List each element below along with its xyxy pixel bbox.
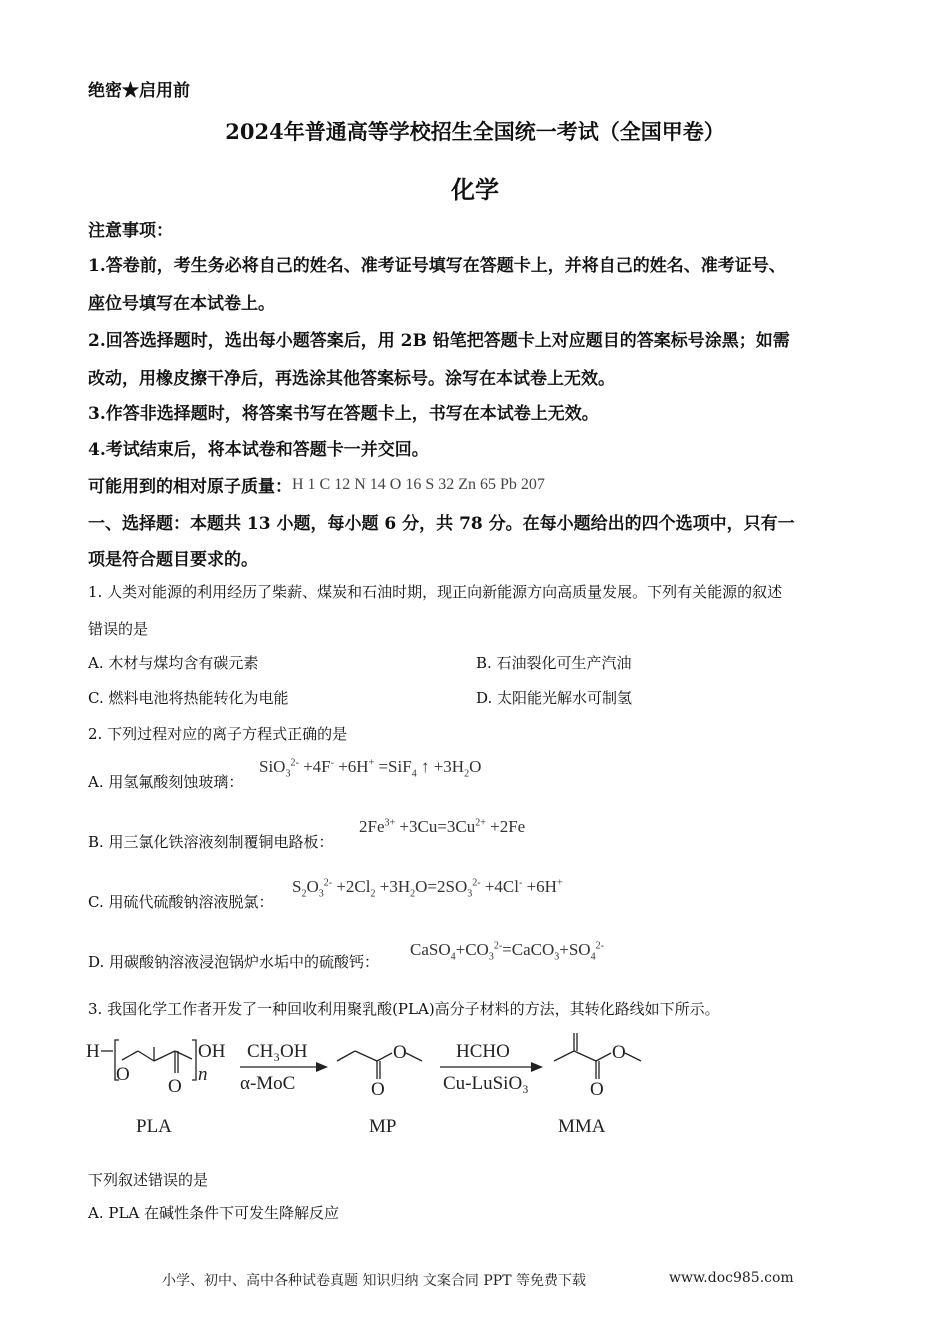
q1-option-b: B. 石油裂化可生产汽油: [476, 654, 632, 672]
q2-option-b-label: B. 用三氯化铁溶液刻制覆铜电路板：: [88, 833, 334, 851]
q1-stem-line-1: 1. 人类对能源的利用经历了柴薪、煤炭和石油时期，现正向新能源方向高质量发展。下列有关能源的叙述: [88, 583, 783, 601]
note-1-line-2: 座位号填写在本试卷上。: [88, 294, 275, 314]
notes-heading: 注意事项：: [88, 221, 173, 241]
note-2-line-1: 2.回答选择题时，选出每小题答案后，用 2B 铅笔把答题卡上对应题目的答案标号涂黑；如需: [88, 331, 790, 351]
q2-option-c-label: C. 用硫代硫酸钠溶液脱氯：: [88, 893, 274, 911]
subject-title: 化学: [451, 175, 499, 204]
label-mp: MP: [369, 1116, 397, 1137]
reagent-1-bottom: α-MoC: [240, 1073, 296, 1094]
q2-option-a-equation: SiO$_3^{2-}$ +4F- +6H+ =SiF$_4$ ↑ $+3H_2O$: [259, 757, 482, 780]
q1-stem-line-2: 错误的是: [88, 620, 149, 638]
q2-option-b-equation: $2Fe^{3+} +3Cu=3Cu^{2+} +2Fe$: [359, 817, 526, 836]
q2-option-d-label: D. 用碳酸钠溶液浸泡锅炉水垢中的硫酸钙：: [88, 953, 380, 971]
footer-url[interactable]: www.doc985.com: [669, 1270, 794, 1286]
q1-option-a: A. 木材与煤均含有碳元素: [88, 654, 259, 672]
q3-stem: 3. 我国化学工作者开发了一种回收利用聚乳酸(PLA)高分子材料的方法，其转化路线如下所示。: [88, 1000, 720, 1018]
pla-oh-group: OH: [198, 1041, 226, 1062]
reagent-2-bottom: Cu-LuSiO₃: [443, 1073, 529, 1094]
mma-ester-oxygen: O: [612, 1042, 626, 1063]
q1-option-d: D. 太阳能光解水可制氢: [476, 689, 633, 707]
mma-carbonyl-oxygen: O: [590, 1079, 604, 1100]
label-pla: PLA: [136, 1116, 172, 1137]
note-2-line-2: 改动，用橡皮擦干净后，再选涂其他答案标号。涂写在本试卷上无效。: [88, 369, 615, 389]
note-4: 4.考试结束后，将本试卷和答题卡一并交回。: [88, 440, 429, 460]
q3-option-a: A. PLA 在碱性条件下可发生降解反应: [88, 1204, 340, 1222]
pla-subscript-n: n: [198, 1064, 208, 1085]
reagent-2-top: HCHO: [456, 1041, 510, 1062]
q2-option-d-equation: $CaSO_4+CO_3^{2-}=CaCO_3+SO_4^{2-}$: [410, 940, 604, 963]
atomic-mass-values: H 1 C 12 N 14 O 16 S 32 Zn 65 Pb 207: [292, 476, 545, 493]
q2-option-c-equation: $S_2O_3^{2-} +2Cl_2 +3H_2O=2SO_3^{2-} +4Cl^- +6H^+$: [292, 877, 563, 900]
reagent-1-top: CH₃OH: [247, 1041, 308, 1062]
section-1-line-1: 一、选择题：本题共 13 小题，每小题 6 分，共 78 分。在每小题给出的四个选项中，只有一: [88, 514, 795, 534]
section-1-line-2: 项是符合题目要求的。: [88, 550, 258, 570]
mp-carbonyl-oxygen: O: [371, 1079, 385, 1100]
pla-ring-oxygen: O: [116, 1064, 130, 1085]
label-mma: MMA: [558, 1116, 606, 1137]
secret-label: 绝密★启用前: [88, 81, 190, 101]
pla-carbonyl-oxygen: O: [168, 1076, 182, 1097]
q2-option-a-label: A. 用氢氟酸刻蚀玻璃：: [88, 773, 244, 791]
mp-ester-oxygen: O: [393, 1042, 407, 1063]
exam-title: 2024年普通高等学校招生全国统一考试（全国甲卷）: [225, 119, 725, 144]
q1-option-c: C. 燃料电池将热能转化为电能: [88, 689, 289, 707]
footer-text: 小学、初中、高中各种试卷真题 知识归纳 文案合同 PPT 等免费下载: [162, 1273, 586, 1289]
note-1-line-1: 1.答卷前，考生务必将自己的姓名、准考证号填写在答题卡上，并将自己的姓名、准考证号、: [88, 256, 786, 276]
atomic-mass-line: [88, 472, 545, 497]
note-3: 3.作答非选择题时，将答案书写在答题卡上，书写在本试卷上无效。: [88, 404, 599, 424]
q3-question: 下列叙述错误的是: [88, 1171, 209, 1189]
atomic-mass-label: 可能用到的相对原子质量：: [88, 477, 292, 497]
pla-conversion-scheme: [80, 1030, 680, 1142]
q2-stem: 2. 下列过程对应的离子方程式正确的是: [88, 725, 348, 743]
pla-h-atom: H: [86, 1041, 100, 1062]
